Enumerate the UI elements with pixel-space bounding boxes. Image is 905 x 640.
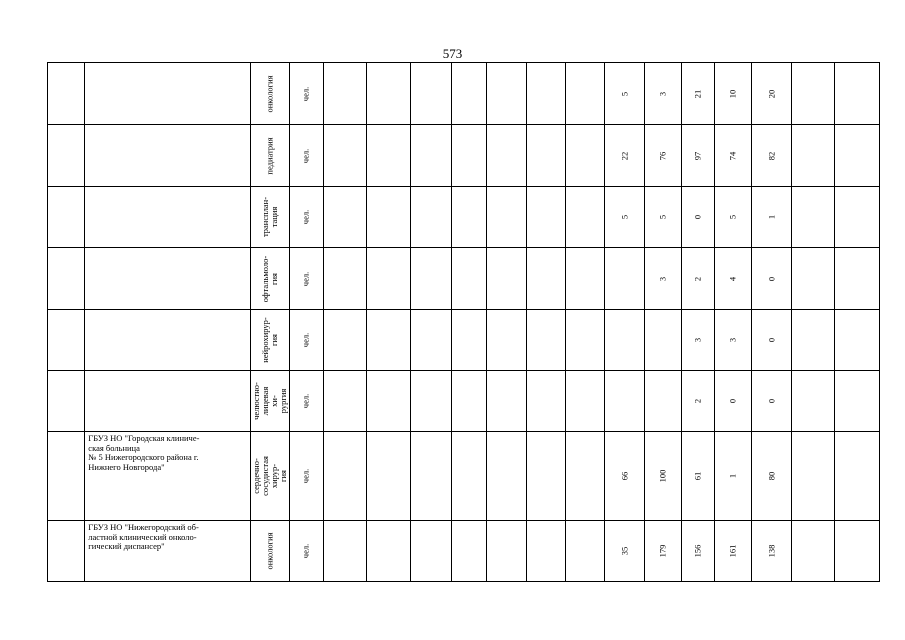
table-row bbox=[48, 310, 880, 371]
value-cell bbox=[565, 310, 604, 371]
value-text: 3 bbox=[692, 337, 703, 343]
unit-label: чел. bbox=[301, 148, 312, 163]
value-cell bbox=[526, 125, 565, 187]
row-number-cell bbox=[48, 310, 85, 371]
value-cell bbox=[526, 310, 565, 371]
value-cell bbox=[752, 63, 791, 125]
value-text: 35 bbox=[619, 546, 630, 556]
value-cell bbox=[487, 125, 526, 187]
value-cell bbox=[526, 371, 565, 432]
value-cell bbox=[452, 187, 487, 248]
unit-label: чел. bbox=[301, 393, 312, 409]
value-text: 4 bbox=[727, 276, 738, 281]
value-cell bbox=[681, 187, 714, 248]
value-cell bbox=[323, 371, 367, 432]
value-text: 3 bbox=[657, 91, 668, 96]
table-row bbox=[48, 432, 880, 521]
value-cell bbox=[791, 521, 835, 582]
value-cell bbox=[452, 63, 487, 125]
profile-label: сердечно- сосудистая хирур- гия bbox=[251, 456, 289, 496]
value-cell bbox=[323, 125, 367, 187]
row-number-cell bbox=[48, 521, 85, 582]
value-cell bbox=[791, 187, 835, 248]
row-number-cell bbox=[48, 187, 85, 248]
profile-cell bbox=[251, 187, 290, 248]
value-cell bbox=[681, 125, 714, 187]
value-cell bbox=[644, 521, 681, 582]
unit-cell bbox=[290, 63, 323, 125]
value-cell bbox=[605, 310, 644, 371]
unit-cell bbox=[290, 521, 323, 582]
value-cell bbox=[835, 63, 880, 125]
row-number-cell bbox=[48, 371, 85, 432]
value-cell bbox=[410, 248, 451, 310]
organization-cell bbox=[85, 187, 251, 248]
organization-cell bbox=[85, 248, 251, 310]
value-text: 0 bbox=[692, 214, 703, 220]
value-cell bbox=[605, 371, 644, 432]
value-cell bbox=[681, 248, 714, 310]
value-text: 22 bbox=[619, 151, 630, 160]
value-cell bbox=[487, 310, 526, 371]
value-cell bbox=[565, 248, 604, 310]
value-cell bbox=[565, 187, 604, 248]
profile-label: челюстно- лицевая хи- рургия bbox=[251, 382, 289, 420]
value-cell bbox=[835, 125, 880, 187]
value-cell bbox=[410, 310, 451, 371]
value-text: 97 bbox=[692, 151, 703, 160]
organization-cell bbox=[85, 125, 251, 187]
profile-cell bbox=[251, 432, 290, 521]
value-cell bbox=[752, 310, 791, 371]
organization-name: ГБУЗ НО "Городская клиниче- ская больница № 5 Нижегородского района г. Нижнего Новгорода" bbox=[88, 433, 200, 472]
value-cell bbox=[410, 371, 451, 432]
value-cell bbox=[752, 187, 791, 248]
table-row bbox=[48, 248, 880, 310]
value-cell bbox=[410, 521, 451, 582]
value-cell bbox=[752, 521, 791, 582]
value-cell bbox=[835, 187, 880, 248]
value-text: 138 bbox=[766, 544, 777, 558]
value-text: 0 bbox=[727, 398, 738, 404]
value-cell bbox=[565, 521, 604, 582]
organization-cell bbox=[85, 63, 251, 125]
value-text: 0 bbox=[766, 337, 777, 343]
value-cell bbox=[605, 187, 644, 248]
value-cell bbox=[681, 310, 714, 371]
profile-label: трансплан- тация bbox=[260, 196, 280, 238]
row-number-cell bbox=[48, 248, 85, 310]
value-text: 0 bbox=[766, 398, 777, 404]
value-cell bbox=[791, 63, 835, 125]
value-text: 5 bbox=[619, 91, 630, 96]
value-text: 20 bbox=[766, 89, 777, 98]
value-cell bbox=[410, 432, 451, 521]
unit-cell bbox=[290, 310, 323, 371]
unit-label: чел. bbox=[301, 543, 312, 559]
unit-cell bbox=[290, 248, 323, 310]
table-row bbox=[48, 125, 880, 187]
value-cell bbox=[452, 432, 487, 521]
organization-cell bbox=[85, 521, 251, 582]
value-cell bbox=[835, 248, 880, 310]
value-cell bbox=[752, 248, 791, 310]
value-cell bbox=[715, 63, 752, 125]
value-cell bbox=[452, 521, 487, 582]
value-cell bbox=[715, 521, 752, 582]
value-cell bbox=[644, 125, 681, 187]
value-cell bbox=[791, 125, 835, 187]
value-cell bbox=[715, 310, 752, 371]
value-cell bbox=[715, 248, 752, 310]
value-cell bbox=[367, 310, 411, 371]
value-cell bbox=[681, 432, 714, 521]
value-cell bbox=[565, 371, 604, 432]
unit-cell bbox=[290, 371, 323, 432]
unit-label: чел. bbox=[301, 271, 312, 286]
value-cell bbox=[487, 248, 526, 310]
table-row bbox=[48, 521, 880, 582]
value-cell bbox=[367, 187, 411, 248]
organization-name: ГБУЗ НО "Нижегородский об- ластной клинический онколо- гический диспансер" bbox=[88, 522, 199, 552]
value-text: 10 bbox=[727, 89, 738, 98]
table-row bbox=[48, 187, 880, 248]
value-cell bbox=[323, 187, 367, 248]
value-cell bbox=[367, 371, 411, 432]
value-cell bbox=[644, 310, 681, 371]
value-cell bbox=[715, 371, 752, 432]
profile-label: онкология bbox=[264, 74, 275, 113]
value-cell bbox=[526, 432, 565, 521]
value-cell bbox=[715, 187, 752, 248]
value-text: 3 bbox=[657, 276, 668, 281]
value-cell bbox=[752, 432, 791, 521]
value-text: 100 bbox=[657, 469, 668, 483]
organization-cell bbox=[85, 371, 251, 432]
profile-cell bbox=[251, 521, 290, 582]
unit-label: чел. bbox=[301, 209, 312, 225]
value-cell bbox=[410, 125, 451, 187]
value-cell bbox=[835, 371, 880, 432]
value-text: 1 bbox=[766, 214, 777, 220]
page-number: 573 bbox=[442, 46, 463, 61]
value-cell bbox=[323, 63, 367, 125]
value-cell bbox=[752, 371, 791, 432]
unit-cell bbox=[290, 432, 323, 521]
value-cell bbox=[644, 248, 681, 310]
value-text: 80 bbox=[766, 471, 777, 481]
value-cell bbox=[452, 310, 487, 371]
value-cell bbox=[791, 432, 835, 521]
value-cell bbox=[681, 521, 714, 582]
table-row bbox=[48, 63, 880, 125]
organization-cell bbox=[85, 432, 251, 521]
value-text: 21 bbox=[692, 89, 703, 98]
value-text: 156 bbox=[692, 544, 703, 558]
profile-label: онкология bbox=[264, 532, 275, 570]
value-cell bbox=[644, 187, 681, 248]
profile-cell bbox=[251, 310, 290, 371]
value-cell bbox=[410, 187, 451, 248]
value-text: 66 bbox=[619, 471, 630, 481]
value-text: 2 bbox=[692, 398, 703, 404]
value-cell bbox=[367, 432, 411, 521]
value-cell bbox=[835, 310, 880, 371]
value-cell bbox=[605, 432, 644, 521]
value-cell bbox=[487, 63, 526, 125]
value-cell bbox=[791, 371, 835, 432]
value-cell bbox=[605, 63, 644, 125]
value-cell bbox=[565, 63, 604, 125]
table-row bbox=[48, 371, 880, 432]
organization-cell bbox=[85, 310, 251, 371]
value-text: 2 bbox=[692, 276, 703, 281]
value-cell bbox=[605, 521, 644, 582]
value-text: 1 bbox=[727, 473, 738, 479]
value-cell bbox=[452, 371, 487, 432]
unit-cell bbox=[290, 125, 323, 187]
profile-cell bbox=[251, 248, 290, 310]
value-cell bbox=[367, 248, 411, 310]
value-text: 61 bbox=[692, 471, 703, 481]
profile-cell bbox=[251, 63, 290, 125]
profile-cell bbox=[251, 125, 290, 187]
unit-cell bbox=[290, 187, 323, 248]
value-cell bbox=[487, 187, 526, 248]
value-text: 5 bbox=[727, 214, 738, 220]
value-cell bbox=[367, 63, 411, 125]
value-cell bbox=[752, 125, 791, 187]
value-text: 161 bbox=[727, 544, 738, 558]
value-cell bbox=[526, 63, 565, 125]
value-cell bbox=[487, 521, 526, 582]
value-cell bbox=[323, 310, 367, 371]
value-cell bbox=[791, 310, 835, 371]
value-cell bbox=[487, 371, 526, 432]
value-text: 76 bbox=[657, 151, 668, 160]
row-number-cell bbox=[48, 125, 85, 187]
value-cell bbox=[323, 521, 367, 582]
value-cell bbox=[644, 432, 681, 521]
value-cell bbox=[644, 63, 681, 125]
profile-label: педиатрия bbox=[264, 136, 275, 175]
value-text: 82 bbox=[766, 151, 777, 160]
unit-label: чел. bbox=[301, 332, 312, 348]
value-text: 5 bbox=[619, 214, 630, 220]
value-cell bbox=[835, 521, 880, 582]
value-cell bbox=[487, 432, 526, 521]
profile-cell bbox=[251, 371, 290, 432]
value-cell bbox=[681, 371, 714, 432]
value-cell bbox=[715, 125, 752, 187]
unit-label: чел. bbox=[301, 86, 312, 101]
value-cell bbox=[526, 521, 565, 582]
value-cell bbox=[565, 125, 604, 187]
value-cell bbox=[367, 521, 411, 582]
value-cell bbox=[605, 125, 644, 187]
value-cell bbox=[526, 187, 565, 248]
value-cell bbox=[644, 371, 681, 432]
value-cell bbox=[605, 248, 644, 310]
value-cell bbox=[323, 432, 367, 521]
value-text: 5 bbox=[657, 214, 668, 220]
value-cell bbox=[681, 63, 714, 125]
value-cell bbox=[565, 432, 604, 521]
value-cell bbox=[835, 432, 880, 521]
profile-label: офтальмоло- гия bbox=[260, 255, 280, 302]
value-cell bbox=[715, 432, 752, 521]
value-cell bbox=[452, 125, 487, 187]
value-text: 3 bbox=[727, 337, 738, 343]
value-cell bbox=[791, 248, 835, 310]
value-text: 179 bbox=[657, 544, 668, 558]
value-cell bbox=[323, 248, 367, 310]
row-number-cell bbox=[48, 63, 85, 125]
value-cell bbox=[367, 125, 411, 187]
unit-label: чел. bbox=[301, 468, 312, 484]
value-cell bbox=[452, 248, 487, 310]
capacity-table bbox=[47, 62, 880, 582]
value-text: 0 bbox=[766, 276, 777, 281]
row-number-cell bbox=[48, 432, 85, 521]
table-body bbox=[48, 63, 880, 582]
profile-label: нейрохирур- гия bbox=[260, 317, 280, 363]
value-cell bbox=[526, 248, 565, 310]
value-cell bbox=[410, 63, 451, 125]
value-text: 74 bbox=[727, 151, 738, 160]
